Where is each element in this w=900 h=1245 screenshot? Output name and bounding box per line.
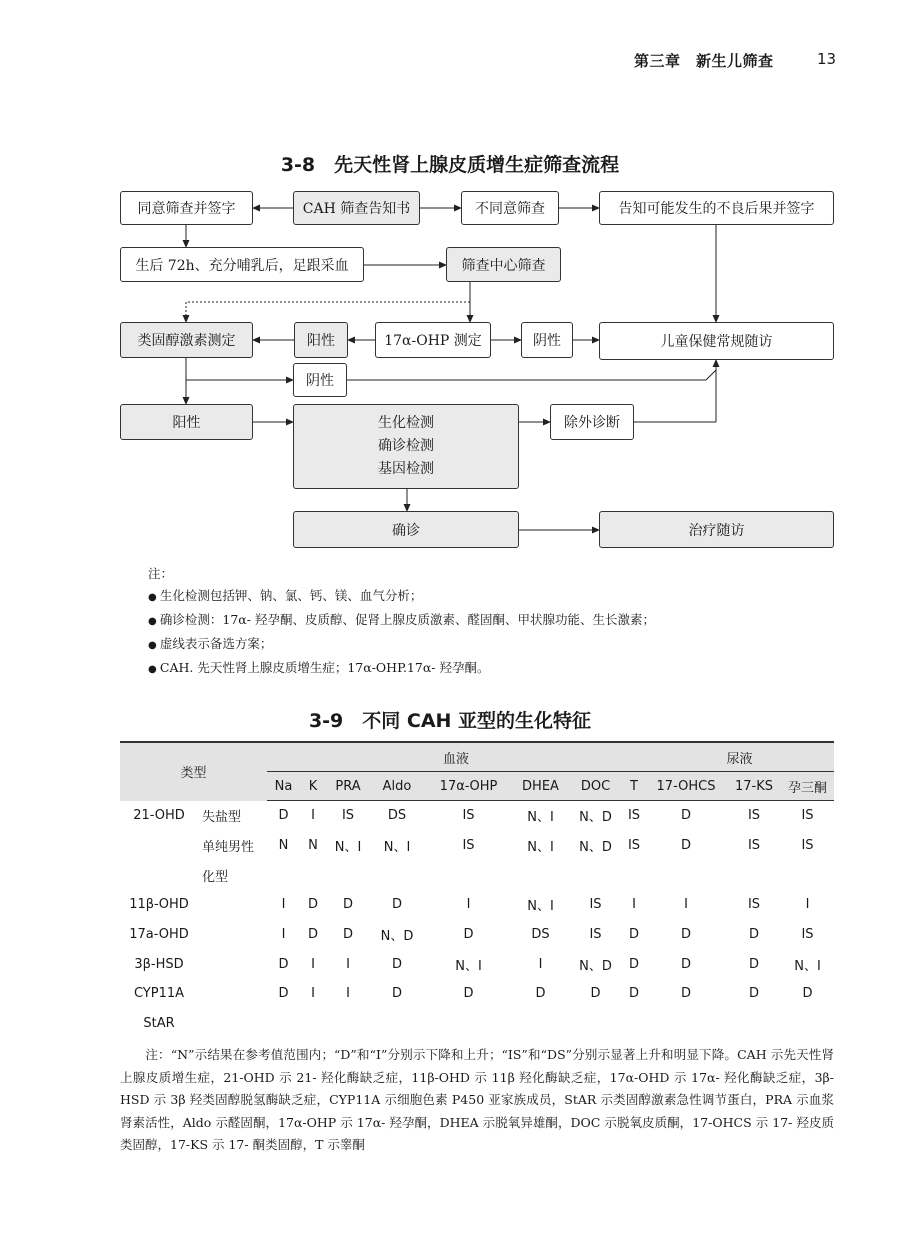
cell-value <box>300 860 326 890</box>
cell-value: DS <box>387 808 407 824</box>
box-positive-1: 阳性 <box>294 322 348 358</box>
table-row <box>120 860 834 890</box>
cell-value: D <box>802 986 813 1002</box>
col-header: DOC <box>568 772 623 801</box>
cell-subtype: 单纯男性 <box>202 840 255 856</box>
cell-value <box>781 860 834 890</box>
header-type: 类型 <box>120 742 267 801</box>
cell-value: I <box>281 927 286 943</box>
cell-subtype <box>198 949 267 979</box>
cell-value: I <box>311 956 315 972</box>
cell-value: D <box>278 986 289 1002</box>
col-header: K <box>300 772 326 801</box>
cell-value <box>326 1009 370 1039</box>
cell-value: IS <box>747 838 761 854</box>
box-agree-sign: 同意筛查并签字 <box>120 191 253 225</box>
cell-value: D <box>278 808 289 824</box>
cell-value: D <box>680 838 691 854</box>
note-item: ● 虚线表示备选方案； <box>148 633 655 657</box>
cell-value: I <box>311 986 315 1002</box>
box-negative-2: 阴性 <box>293 363 347 397</box>
table-body <box>120 801 834 1039</box>
cell-value: N、I <box>383 840 411 856</box>
cell-value <box>645 860 727 890</box>
cell-value: I <box>632 897 636 913</box>
cell-value: D <box>535 986 546 1002</box>
cell-value: D <box>342 927 353 943</box>
test-biochemical: 生化检测 <box>378 415 434 431</box>
cell-value: IS <box>747 897 761 913</box>
cell-value: N <box>278 838 289 854</box>
col-header: T <box>623 772 645 801</box>
cell-value: D <box>628 927 639 943</box>
cell-type: 17a-OHD <box>129 927 189 943</box>
page-number: 13 <box>817 50 837 68</box>
cell-value: IS <box>462 838 475 854</box>
cell-type <box>120 831 198 861</box>
table-row <box>120 831 834 861</box>
cell-subtype <box>198 890 267 920</box>
cell-value <box>781 1009 834 1039</box>
cell-value: I <box>346 986 350 1002</box>
test-confirmatory: 确诊检测 <box>378 438 434 454</box>
cell-value: N、I <box>455 958 482 974</box>
cell-type <box>120 860 198 890</box>
cell-value <box>623 860 645 890</box>
cell-value: D <box>391 956 402 972</box>
col-header: 17α-OHP <box>424 772 513 801</box>
cell-value: I <box>805 897 810 913</box>
box-heel-sampling: 生后 72h、充分哺乳后，足跟采血 <box>120 247 364 282</box>
cell-value: I <box>466 897 471 913</box>
cell-value: D <box>342 897 353 913</box>
cell-type: 11β-OHD <box>129 897 189 913</box>
cell-value: IS <box>801 927 814 943</box>
table-row <box>120 920 834 950</box>
box-inform-consequences: 告知可能发生的不良后果并签字 <box>599 191 834 225</box>
table-row <box>120 1009 834 1039</box>
cell-value: IS <box>627 808 641 824</box>
cell-value: DS <box>531 927 550 943</box>
cell-value: D <box>628 986 639 1002</box>
cell-value <box>623 1009 645 1039</box>
cell-type: 3β-HSD <box>134 956 184 972</box>
box-disagree: 不同意筛查 <box>461 191 559 225</box>
cell-value <box>645 1009 727 1039</box>
cell-value: N、D <box>579 840 612 856</box>
cell-value <box>326 860 370 890</box>
cell-value <box>513 860 568 890</box>
cell-value: D <box>680 956 691 972</box>
cell-value: I <box>281 897 286 913</box>
cell-value <box>267 1009 300 1039</box>
cell-value: IS <box>589 897 602 913</box>
col-header: DHEA <box>513 772 568 801</box>
cell-value: D <box>680 927 691 943</box>
box-screening-center: 筛查中心筛查 <box>446 247 561 282</box>
note-item: ● CAH. 先天性肾上腺皮质增生症；17α-OHP.17α- 羟孕酮。 <box>148 657 655 681</box>
cell-value: I <box>684 897 688 913</box>
cell-value <box>727 1009 781 1039</box>
cell-value: D <box>748 986 759 1002</box>
cell-type: CYP11A <box>133 986 185 1002</box>
cell-value: D <box>307 927 318 943</box>
cell-value: D <box>391 986 402 1002</box>
cell-value: N、D <box>579 958 612 974</box>
cell-value: IS <box>589 927 602 943</box>
cell-value: IS <box>462 808 475 824</box>
header-blood: 血液 <box>267 742 645 772</box>
cell-value: D <box>463 986 474 1002</box>
cell-value: D <box>680 986 691 1002</box>
table-row <box>120 801 834 831</box>
cell-value: I <box>538 956 543 972</box>
cell-value <box>727 860 781 890</box>
cell-value: IS <box>801 838 814 854</box>
flowchart-title: 3-8 先天性肾上腺皮质增生症筛查流程 <box>280 154 620 176</box>
table-row <box>120 890 834 920</box>
cell-type: StAR <box>143 1016 175 1032</box>
test-genetic: 基因检测 <box>378 461 434 477</box>
cell-value: D <box>628 956 639 972</box>
cell-value: D <box>307 897 318 913</box>
cell-value <box>370 860 424 890</box>
col-header: Aldo <box>370 772 424 801</box>
cell-type: 21-OHD <box>133 808 185 824</box>
box-tests-group <box>293 404 519 489</box>
box-negative-1: 阴性 <box>521 322 573 358</box>
cell-value: N、I <box>794 958 821 974</box>
cell-value: N、I <box>527 810 554 826</box>
cell-value: I <box>311 808 315 824</box>
cell-subtype <box>198 920 267 950</box>
box-treatment-followup: 治疗随访 <box>599 511 834 548</box>
cell-value: D <box>748 927 759 943</box>
cell-value: D <box>680 808 691 824</box>
cell-value <box>568 1009 623 1039</box>
cell-value: D <box>590 986 601 1002</box>
cell-value <box>267 860 300 890</box>
col-header: 17-KS <box>727 772 781 801</box>
col-header: PRA <box>326 772 370 801</box>
cell-value: N、D <box>579 810 612 826</box>
cell-value: N <box>308 838 318 854</box>
cell-value: IS <box>627 838 641 854</box>
table-note: 注：“N”示结果在参考值范围内；“D”和“I”分别示下降和上升；“IS”和“DS”分别示显著上升和明显下降。CAH 示先天性肾上腺皮质增生症，21-OHD 示 21- 羟化酶缺乏症，11β-OHD 示 11β 羟化酶缺乏症，17α-OHD 示 17α- 羟化酶缺乏症，3β-HSD 示 3β 羟类固醇脱氢酶缺乏症，CYP11A 示细胞色素 P450 亚家族成员，StAR 示类固醇激素急性调节蛋白，PRA 示血浆肾素活性，Aldo 示醛固酮，17α-OHP 示 17α- 羟孕酮，DHEA 示脱氧异雄酮，DOC 示脱氧皮质酮，17-OHCS 示 17- 羟皮质类固醇，17-KS 示 17- 酮类固醇，T 示睾酮 <box>120 1047 834 1152</box>
col-header: Na <box>267 772 300 801</box>
cell-subtype <box>198 979 267 1009</box>
chapter-title: 第三章 新生儿筛查 <box>634 52 774 70</box>
box-exclude-diagnosis: 除外诊断 <box>550 404 634 440</box>
cell-value: IS <box>341 808 355 824</box>
cell-value: N、I <box>527 840 554 856</box>
cell-value <box>568 860 623 890</box>
cell-value: I <box>346 956 350 972</box>
cell-subtype: 失盐型 <box>202 810 242 826</box>
note-item: ● 生化检测包括钾、钠、氯、钙、镁、血气分析； <box>148 585 655 609</box>
cell-value: D <box>463 927 474 943</box>
cell-value <box>424 860 513 890</box>
cell-value <box>513 1009 568 1039</box>
cell-value: N、I <box>527 899 554 915</box>
cell-subtype: 化型 <box>202 869 229 885</box>
col-header: 孕三酮 <box>781 772 834 801</box>
cell-value: N、D <box>380 929 414 945</box>
box-positive-2: 阳性 <box>120 404 253 440</box>
cell-value: D <box>278 956 289 972</box>
notes-label: 注： <box>148 566 174 581</box>
note-item: ● 确诊检测：17α- 羟孕酮、皮质醇、促肾上腺皮质激素、醛固酮、甲状腺功能、生长激素； <box>148 609 655 633</box>
box-routine-followup: 儿童保健常规随访 <box>599 322 834 360</box>
box-cah-notice: CAH 筛查告知书 <box>293 191 420 225</box>
cell-value: IS <box>801 808 814 824</box>
cah-subtype-table <box>120 741 834 1039</box>
box-confirmed: 确诊 <box>293 511 519 548</box>
arrow-neg2-corner <box>706 370 716 380</box>
table-row <box>120 949 834 979</box>
header-urine: 尿液 <box>645 742 834 772</box>
table-title: 3-9 不同 CAH 亚型的生化特征 <box>308 710 592 732</box>
flowchart-notes <box>148 563 655 681</box>
col-header: 17-OHCS <box>645 772 727 801</box>
cell-value: IS <box>747 808 761 824</box>
box-steroid-test: 类固醇激素测定 <box>120 322 253 358</box>
cell-value <box>370 1009 424 1039</box>
table-row <box>120 979 834 1009</box>
dashed-alt-path <box>186 302 470 322</box>
cell-subtype <box>198 1009 267 1039</box>
cell-value <box>300 1009 326 1039</box>
box-17ohp-test: 17α-OHP 测定 <box>375 322 491 358</box>
cell-value: D <box>748 956 759 972</box>
cell-value <box>424 1009 513 1039</box>
cell-value: N、I <box>334 840 362 856</box>
cell-value: D <box>391 897 402 913</box>
